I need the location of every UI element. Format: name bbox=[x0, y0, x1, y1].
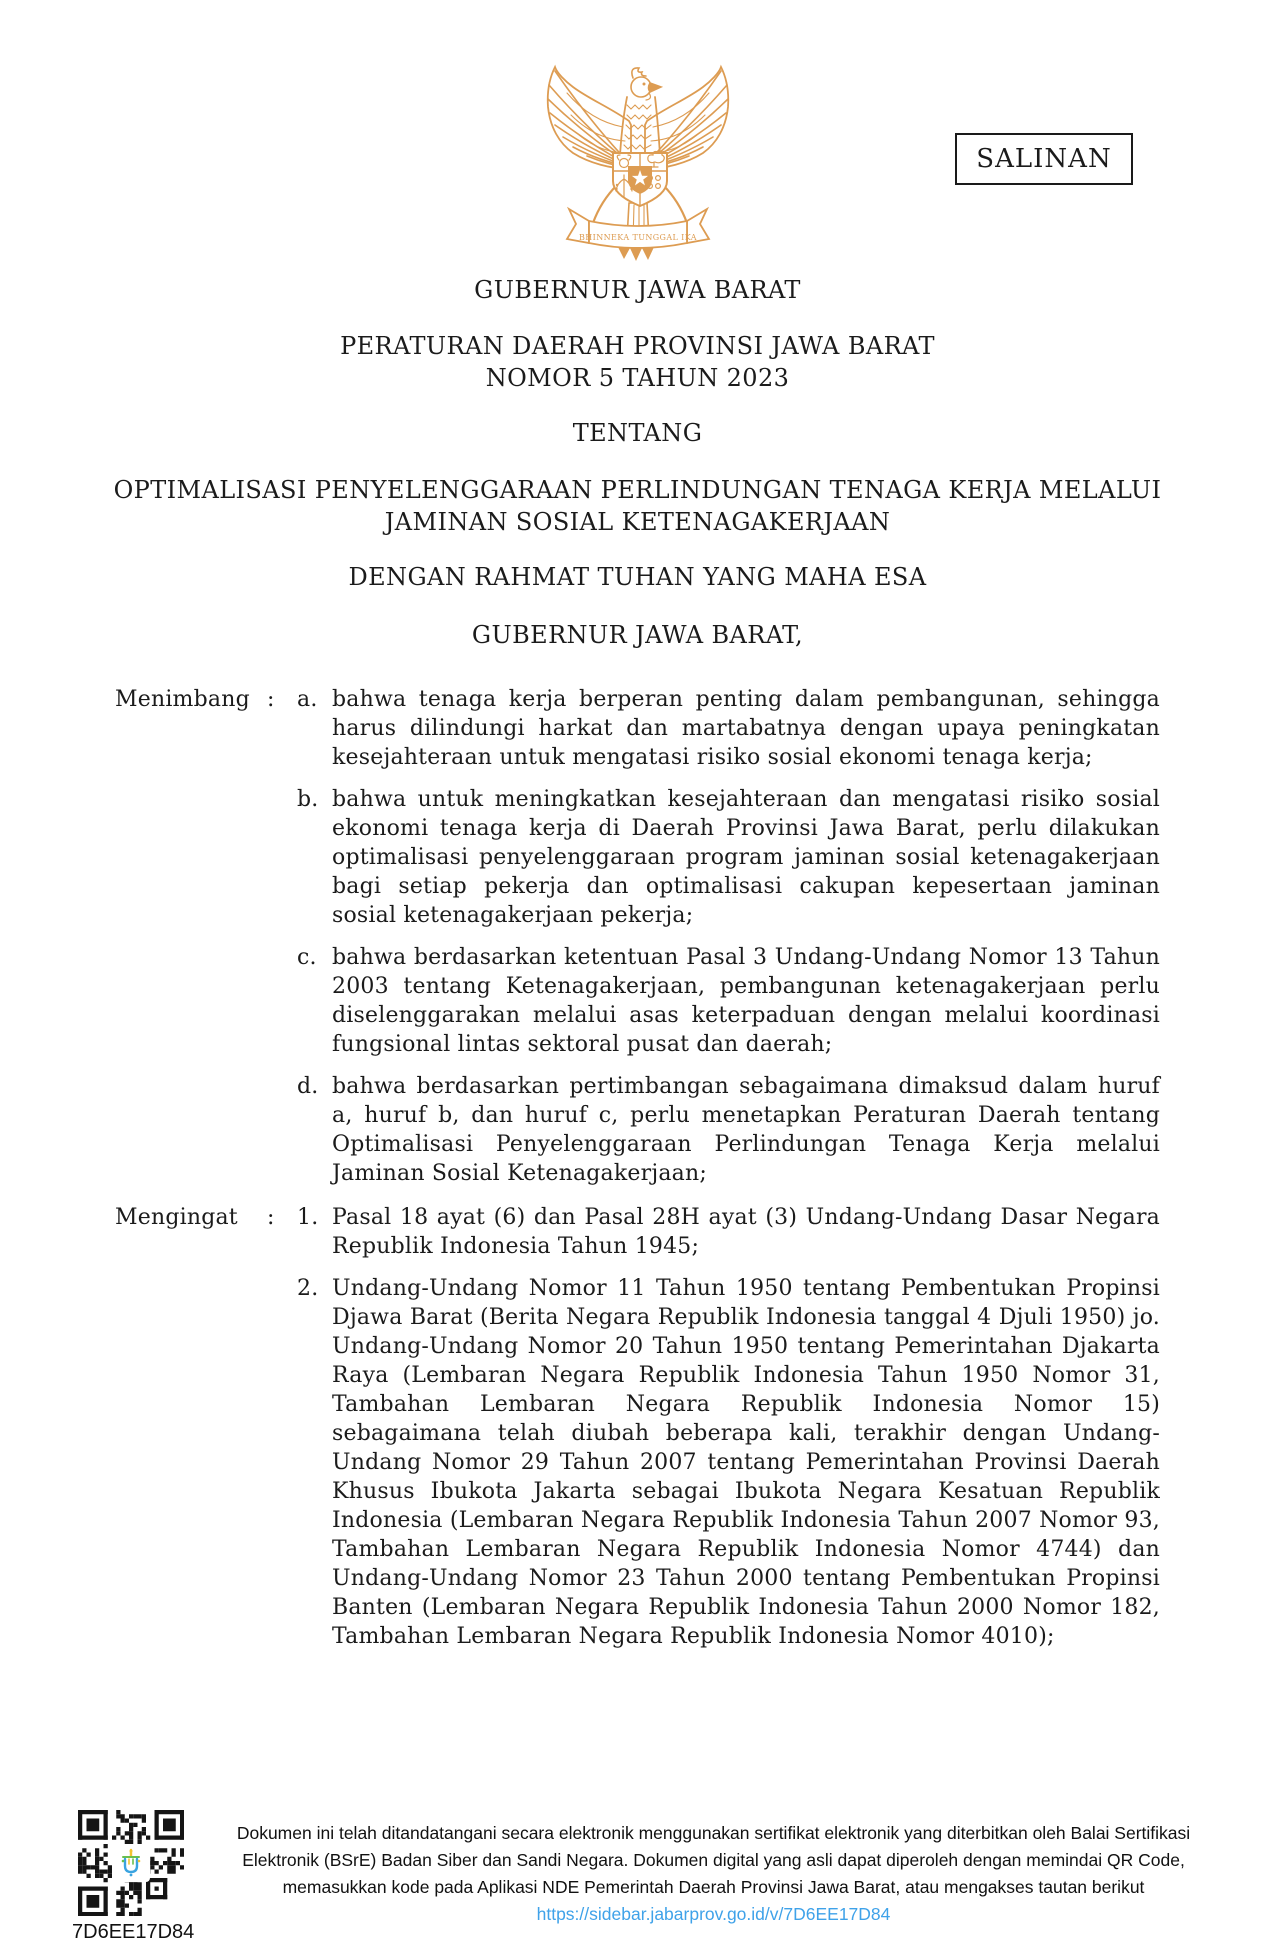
footer-line-1: Dokumen ini telah ditandatangani secara elektronik menggunakan sertifikat elektronik yang diterbitkan oleh Balai Sertifikasi bbox=[236, 1823, 1191, 1843]
salinan-stamp bbox=[955, 133, 1133, 185]
garuda-pancasila-icon bbox=[543, 63, 733, 263]
clause-text: Pasal 18 ayat (6) dan Pasal 28H ayat (3) Undang-Undang Dasar Negara Republik Indonesia Tahun 1945; bbox=[332, 1205, 1160, 1259]
subject-title-line1: OPTIMALISASI PENYELENGGARAAN PERLINDUNGAN TENAGA KERJA MELALUI bbox=[113, 476, 1162, 504]
qr-center-logo-icon bbox=[112, 1844, 150, 1882]
menimbang-section bbox=[115, 685, 1160, 1188]
footer-line-2: Elektronik (BSrE) Badan Siber dan Sandi Negara. Dokumen digital yang asli dapat diperoleh dengan memindai QR Code, bbox=[242, 1850, 1185, 1870]
clause-text: bahwa berdasarkan pertimbangan sebagaimana dimaksud dalam huruf a, huruf b, dan huruf c, perlu menetapkan Peraturan Daerah tentang Optimalisasi Penyelenggaraan Perlindungan Tenaga Kerja melalui Jaminan Sosial Ketenagakerjaan; bbox=[332, 1074, 1160, 1186]
mengingat-section bbox=[115, 1203, 1160, 1651]
authority-line: GUBERNUR JAWA BARAT, bbox=[471, 621, 804, 649]
mengingat-colon: : bbox=[267, 1205, 275, 1230]
subject-title-line2: JAMINAN SOSIAL KETENAGAKERJAAN bbox=[384, 508, 891, 536]
clause-marker: a. bbox=[297, 687, 318, 712]
menimbang-label: Menimbang bbox=[115, 687, 250, 712]
signature-verification-link[interactable]: https://sidebar.jabarprov.go.id/v/7D6EE17D84 bbox=[536, 1904, 891, 1924]
emblem-motto-text: BHINNEKA TUNGGAL IKA bbox=[578, 233, 697, 242]
clause-marker: 2. bbox=[297, 1276, 319, 1301]
clause-marker: c. bbox=[297, 945, 317, 970]
clause-text: bahwa untuk meningkatkan kesejahteraan dan mengatasi risiko sosial ekonomi tenaga kerja di Daerah Provinsi Jawa Barat, perlu dilakukan optimalisasi penyelenggaraan program jaminan sosial ketenagakerjaan bagi setiap pekerja dan optimalisasi cakupan kepesertaan jaminan sosial ketenagakerjaan pekerja; bbox=[332, 787, 1160, 928]
clause-text: bahwa tenaga kerja berperan penting dalam pembangunan, sehingga harus dilindungi harkat dan martabatnya dengan upaya peningkatan kesejahteraan untuk mengatasi risiko sosial ekonomi tenaga kerja; bbox=[332, 687, 1160, 770]
subject-title bbox=[0, 474, 1275, 538]
invocation-line: DENGAN RAHMAT TUHAN YANG MAHA ESA bbox=[348, 563, 927, 591]
mengingat-label: Mengingat bbox=[115, 1205, 238, 1230]
footer bbox=[72, 1806, 1205, 1944]
regulation-number: NOMOR 5 TAHUN 2023 bbox=[485, 364, 790, 392]
footer-line-3: memasukkan kode pada Aplikasi NDE Pemerintah Daerah Provinsi Jawa Barat, atau mengakses tautan berikut bbox=[282, 1877, 1145, 1897]
clause-marker: b. bbox=[297, 787, 319, 812]
clause-text: Undang-Undang Nomor 11 Tahun 1950 tentang Pembentukan Propinsi Djawa Barat (Berita Negara Republik Indonesia tanggal 4 Djuli 1950) jo. Undang-Undang Nomor 20 Tahun 1950 tentang Pemerintahan Djakarta Raya (Lembaran Negara Republik Indonesia Tahun 1950 Nomor 31, Tambahan Lembaran Negara Republik Indonesia Nomor 15) sebagaimana telah diubah beberapa kali, terakhir dengan Undang-Undang Nomor 29 Tahun 2007 tentang Pemerintahan Provinsi Daerah Khusus Ibukota Jakarta sebagai Ibukota Negara Kesatuan Republik Indonesia (Lembaran Negara Republik Indonesia Tahun 2007 Nomor 93, Tambahan Lembaran Negara Republik Indonesia Nomor 4744) dan Undang-Undang Nomor 23 Tahun 2000 tentang Pembentukan Propinsi Banten (Lembaran Negara Republik Indonesia Tahun 2000 Nomor 182, Tambahan Lembaran Negara Republik Indonesia Nomor 4010); bbox=[332, 1276, 1160, 1649]
footer-disclaimer bbox=[192, 1820, 1205, 1928]
qr-code bbox=[78, 1810, 184, 1916]
regulation-title bbox=[0, 330, 1275, 394]
clause-marker: d. bbox=[297, 1074, 319, 1099]
letterhead-title: GUBERNUR JAWA BARAT bbox=[474, 276, 801, 304]
clause-text: bahwa berdasarkan ketentuan Pasal 3 Undang-Undang Nomor 13 Tahun 2003 tentang Ketenagakerjaan, pembangunan ketenagakerjaan perlu diselenggarakan melalui asas keterpaduan dengan melalui koordinasi fungsional lintas sektoral pusat dan daerah; bbox=[332, 945, 1160, 1057]
menimbang-colon: : bbox=[267, 687, 275, 712]
qr-block bbox=[72, 1806, 195, 1944]
clause-marker: 1. bbox=[297, 1205, 319, 1230]
tentang-label: TENTANG bbox=[572, 419, 703, 447]
salinan-stamp-label: SALINAN bbox=[976, 144, 1112, 174]
qr-code-label: 7D6EE17D84 bbox=[72, 1921, 195, 1943]
regulation-title-line: PERATURAN DAERAH PROVINSI JAWA BARAT bbox=[340, 332, 935, 360]
